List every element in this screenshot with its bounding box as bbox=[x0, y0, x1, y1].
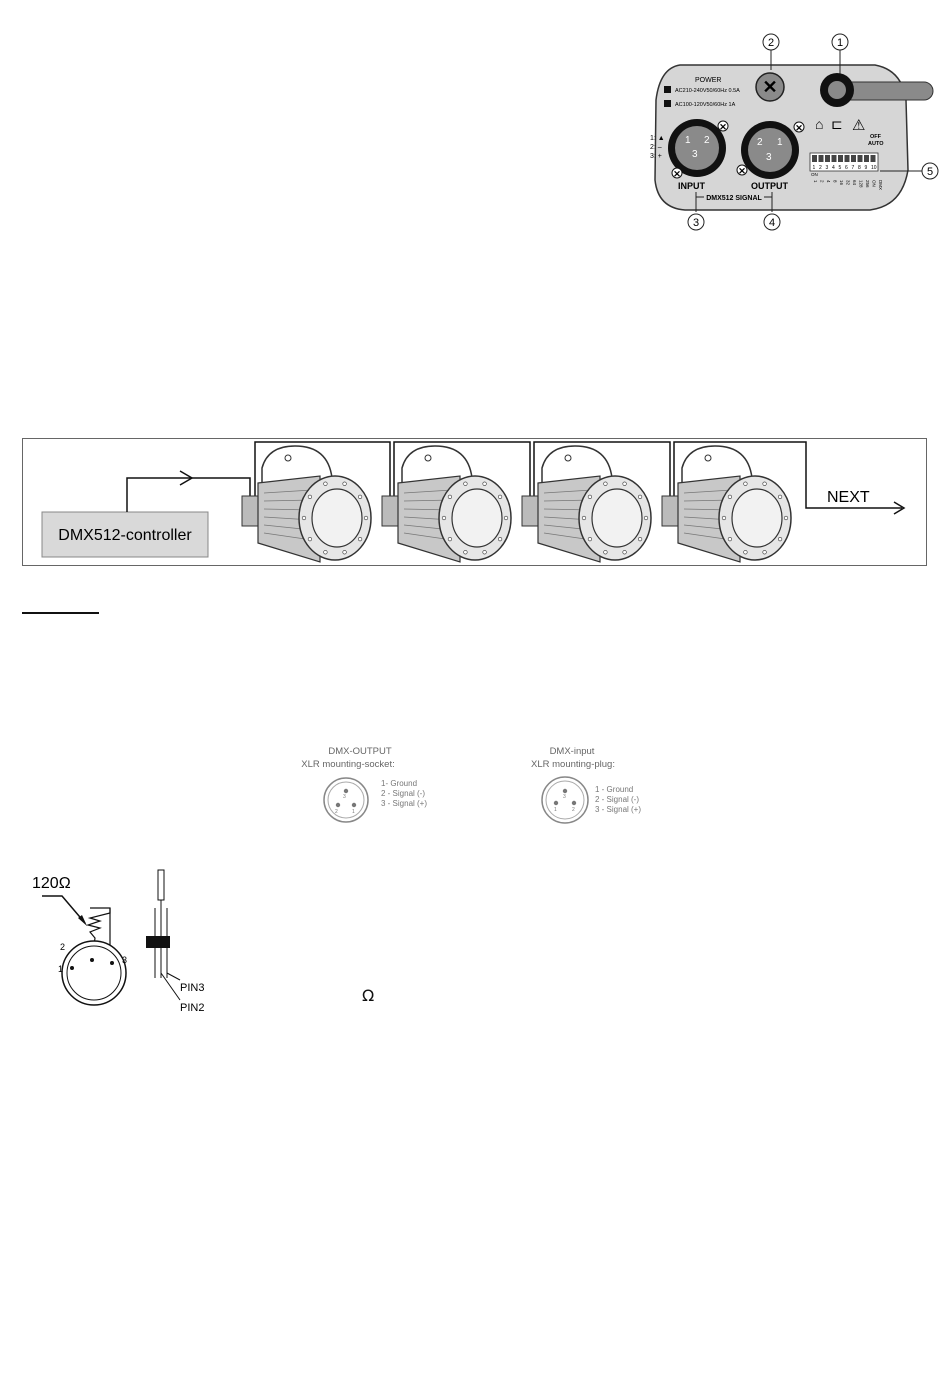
dip-switch-value: ON bbox=[871, 180, 877, 187]
callout-1: 1 bbox=[836, 37, 844, 49]
dip-switch-number: 6 bbox=[845, 165, 848, 171]
xlr-plug-face bbox=[62, 941, 126, 1005]
output-pin-3: 3 bbox=[766, 152, 772, 163]
output-socket-pin: 1 bbox=[352, 809, 355, 815]
next-label: NEXT bbox=[827, 489, 870, 506]
heat-shrink bbox=[146, 936, 170, 948]
input-pin-1-desc: 1 - Ground bbox=[595, 785, 634, 794]
input-pin-legend-3: 3: + bbox=[650, 153, 662, 160]
input-pin-legend-1: 1: ▲ bbox=[650, 135, 665, 142]
dmx-chain-diagram bbox=[22, 438, 928, 568]
dip-switch-number: 3 bbox=[825, 165, 829, 171]
dip-switch-value: 8 bbox=[832, 180, 838, 183]
terminator-pin-2: 2 bbox=[60, 942, 66, 952]
callout-5: 5 bbox=[926, 166, 934, 178]
dip-switch-number: 7 bbox=[851, 165, 855, 171]
dmx-controller-label: DMX512-controller bbox=[58, 527, 192, 544]
dip-auto-label: AUTO bbox=[868, 141, 884, 147]
dip-switch-toggle bbox=[819, 155, 824, 162]
ce-mark-icon: ⌂ bbox=[815, 116, 824, 132]
screw-icon: ✕ bbox=[719, 122, 727, 132]
input-label: INPUT bbox=[678, 181, 705, 191]
output-socket-icon bbox=[324, 778, 368, 822]
dip-dmx-label: DMX bbox=[878, 180, 883, 190]
dip-on-label: ON bbox=[811, 172, 818, 177]
dip-switch-value: 256 bbox=[865, 180, 870, 188]
rear-panel-diagram bbox=[640, 30, 950, 235]
dip-off-label: OFF bbox=[870, 134, 881, 140]
dip-switch-toggle bbox=[812, 155, 817, 162]
dip-switch-toggle bbox=[858, 155, 863, 162]
voltage-option-2: AC100-120V50/60Hz 1A bbox=[675, 102, 736, 108]
callout-2: 2 bbox=[767, 37, 775, 49]
dmx-input-title: DMX-input bbox=[549, 746, 595, 757]
ohm-symbol: Ω bbox=[362, 986, 375, 1005]
output-pin-3-desc: 3 - Signal (+) bbox=[381, 799, 428, 808]
dip-switch-value: 16 bbox=[839, 180, 844, 186]
xlr-pinout-diagram bbox=[290, 742, 670, 832]
dmx-output-subtitle: XLR mounting-socket: bbox=[301, 759, 395, 770]
output-pin-1-desc: 1- Ground bbox=[381, 779, 418, 788]
dip-switch-toggle bbox=[864, 155, 869, 162]
dip-switch-number: 9 bbox=[864, 165, 868, 171]
input-pin-1: 1 bbox=[685, 135, 691, 146]
dip-switch-toggle bbox=[845, 155, 850, 162]
dip-switch-number: 4 bbox=[832, 165, 835, 171]
terminator-plug-diagram bbox=[30, 868, 230, 1018]
input-pin-3-desc: 3 - Signal (+) bbox=[595, 805, 642, 814]
dip-switch-value: 64 bbox=[852, 180, 857, 186]
dip-switch-value: 2 bbox=[819, 180, 825, 183]
input-plug-pin: 3 bbox=[563, 794, 566, 800]
warning-icon: ⚠ bbox=[852, 117, 866, 134]
input-pin-3: 3 bbox=[692, 149, 698, 160]
screw-icon: ✕ bbox=[673, 169, 681, 179]
callout-4: 4 bbox=[768, 217, 776, 229]
power-label: POWER bbox=[695, 77, 722, 84]
input-plug-pin: 2 bbox=[572, 807, 575, 813]
voltage-option-1: AC210-240V50/60Hz 0.5A bbox=[675, 88, 740, 94]
terminator-pin-3: 3 bbox=[122, 955, 128, 965]
terminator-pin-1: 1 bbox=[58, 964, 64, 974]
screw-icon: ✕ bbox=[795, 123, 803, 133]
output-pin-2-desc: 2 - Signal (-) bbox=[381, 789, 426, 798]
output-pin-1: 1 bbox=[777, 137, 783, 148]
dip-switch-value: 32 bbox=[845, 180, 851, 186]
output-pin-2: 2 bbox=[757, 137, 763, 148]
dip-switch-number: 10 bbox=[871, 165, 877, 171]
signal-label: DMX512 SIGNAL bbox=[706, 195, 762, 202]
dip-switch-toggle bbox=[838, 155, 843, 162]
output-label: OUTPUT bbox=[751, 181, 788, 191]
input-pin-2: 2 bbox=[704, 135, 710, 146]
dip-switch-toggle bbox=[825, 155, 830, 162]
input-plug-icon bbox=[542, 777, 588, 823]
dip-switch-toggle bbox=[851, 155, 856, 162]
dip-switch-number: 1 bbox=[812, 165, 816, 171]
fuse-x-icon: ✕ bbox=[762, 77, 778, 97]
output-socket-pin: 2 bbox=[335, 809, 338, 815]
dip-switch-value: 128 bbox=[858, 180, 864, 188]
fixture-lens bbox=[732, 489, 782, 547]
section-heading-underline bbox=[22, 612, 99, 614]
dip-switch-value: 1 bbox=[813, 180, 818, 183]
fixture-lens bbox=[312, 489, 362, 547]
dmx-output-title: DMX-OUTPUT bbox=[328, 746, 392, 757]
screw-icon: ✕ bbox=[738, 166, 746, 176]
dip-switch-value: 4 bbox=[826, 180, 831, 183]
dip-switch-toggle bbox=[871, 155, 876, 162]
resistor-value-label: 120Ω bbox=[32, 875, 71, 892]
dip-switch-number: 5 bbox=[838, 165, 842, 171]
pin2-label: PIN2 bbox=[180, 1002, 205, 1014]
plug-icon: ⊏ bbox=[831, 116, 843, 132]
dip-switch-number: 8 bbox=[858, 165, 861, 171]
resistor-body bbox=[158, 870, 164, 900]
input-plug-pin: 1 bbox=[554, 807, 557, 813]
dmx-input-subtitle: XLR mounting-plug: bbox=[531, 759, 615, 770]
callout-3: 3 bbox=[692, 217, 700, 229]
dip-switch-number: 2 bbox=[819, 165, 822, 171]
pin3-label: PIN3 bbox=[180, 982, 205, 994]
fixture-lens bbox=[452, 489, 502, 547]
output-socket-pin: 3 bbox=[343, 794, 346, 800]
dip-switch-toggle bbox=[832, 155, 837, 162]
fixture-lens bbox=[592, 489, 642, 547]
input-pin-2-desc: 2 - Signal (-) bbox=[595, 795, 640, 804]
input-pin-legend-2: 2: – bbox=[650, 144, 662, 151]
